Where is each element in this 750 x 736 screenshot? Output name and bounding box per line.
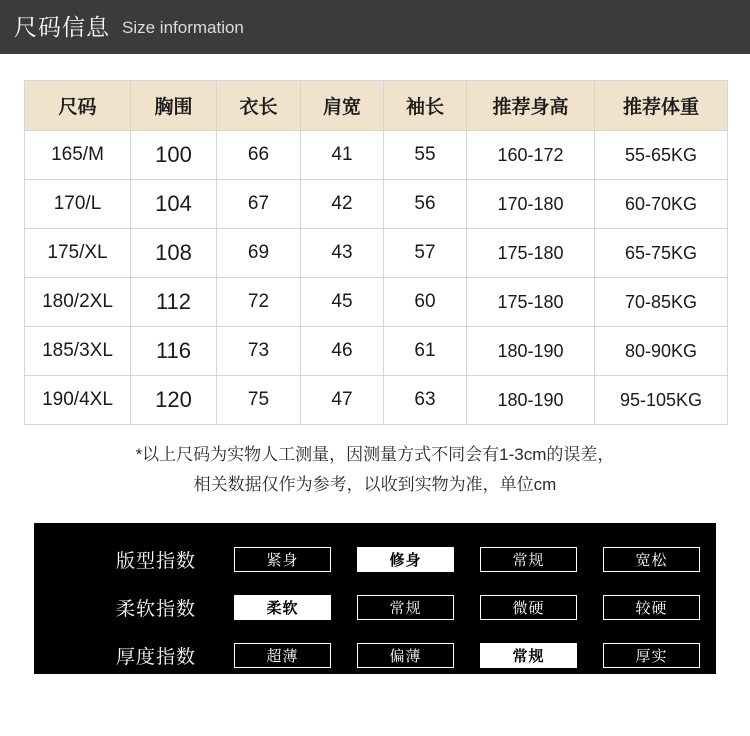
cell-height: 175-180 [467, 229, 595, 278]
column-header-length: 衣长 [217, 81, 301, 131]
size-table [24, 80, 728, 425]
cell-weight: 60-70KG [595, 180, 728, 229]
index-label-fit: 版型指数 [116, 550, 197, 572]
column-header-height: 推荐身高 [467, 81, 595, 131]
cell-bust: 112 [131, 278, 217, 327]
table-row [25, 278, 728, 327]
cell-size: 175/XL [25, 229, 131, 278]
cell-sleeve: 57 [384, 229, 467, 278]
cell-size: 190/4XL [25, 376, 131, 425]
softness-option-soft[interactable]: 柔软 [234, 595, 331, 620]
cell-bust: 116 [131, 327, 217, 376]
column-header-bust: 胸围 [131, 81, 217, 131]
column-header-size: 尺码 [25, 81, 131, 131]
cell-height: 170-180 [467, 180, 595, 229]
cell-weight: 65-75KG [595, 229, 728, 278]
thickness-option-regular[interactable]: 常规 [480, 643, 577, 668]
note-line-2: 相关数据仅作为参考，以收到实物为准，单位cm [193, 475, 557, 494]
cell-length: 72 [217, 278, 301, 327]
cell-sleeve: 61 [384, 327, 467, 376]
fit-option-slim-tight[interactable]: 紧身 [234, 547, 331, 572]
cell-shoulder: 46 [301, 327, 384, 376]
index-row-thickness [34, 636, 716, 674]
cell-size: 170/L [25, 180, 131, 229]
thickness-option-thick[interactable]: 厚实 [603, 643, 700, 668]
softness-option-stiff[interactable]: 较硬 [603, 595, 700, 620]
cell-bust: 100 [131, 131, 217, 180]
cell-weight: 55-65KG [595, 131, 728, 180]
index-options-thickness [234, 643, 700, 668]
fit-option-slim[interactable]: 修身 [357, 547, 454, 572]
cell-sleeve: 56 [384, 180, 467, 229]
softness-option-slightly-stiff[interactable]: 微硬 [480, 595, 577, 620]
cell-bust: 104 [131, 180, 217, 229]
cell-height: 160-172 [467, 131, 595, 180]
table-row [25, 376, 728, 425]
softness-option-regular[interactable]: 常规 [357, 595, 454, 620]
cell-sleeve: 63 [384, 376, 467, 425]
table-row [25, 180, 728, 229]
index-label-thickness: 厚度指数 [116, 646, 197, 668]
index-row-fit [34, 540, 716, 578]
column-header-sleeve: 袖长 [384, 81, 467, 131]
cell-shoulder: 45 [301, 278, 384, 327]
cell-shoulder: 47 [301, 376, 384, 425]
cell-shoulder: 41 [301, 131, 384, 180]
cell-shoulder: 42 [301, 180, 384, 229]
cell-height: 180-190 [467, 327, 595, 376]
table-row [25, 131, 728, 180]
cell-size: 180/2XL [25, 278, 131, 327]
cell-length: 66 [217, 131, 301, 180]
thickness-option-thin[interactable]: 偏薄 [357, 643, 454, 668]
size-table-wrapper [24, 80, 727, 425]
column-header-shoulder: 肩宽 [301, 81, 384, 131]
page-subtitle: Size information [122, 17, 244, 37]
fit-option-loose[interactable]: 宽松 [603, 547, 700, 572]
cell-bust: 120 [131, 376, 217, 425]
thickness-option-ultra-thin[interactable]: 超薄 [234, 643, 331, 668]
cell-sleeve: 60 [384, 278, 467, 327]
column-header-weight: 推荐体重 [595, 81, 728, 131]
cell-length: 73 [217, 327, 301, 376]
index-label-softness: 柔软指数 [116, 598, 197, 620]
index-panel [34, 523, 716, 674]
cell-bust: 108 [131, 229, 217, 278]
measurement-note [0, 440, 750, 500]
cell-weight: 95-105KG [595, 376, 728, 425]
cell-weight: 70-85KG [595, 278, 728, 327]
cell-height: 175-180 [467, 278, 595, 327]
table-header-row [25, 81, 728, 131]
note-line-1: *以上尺码为实物人工测量，因测量方式不同会有1-3cm的误差， [135, 445, 615, 464]
cell-length: 69 [217, 229, 301, 278]
index-options-fit [234, 547, 700, 572]
cell-weight: 80-90KG [595, 327, 728, 376]
page-title: 尺码信息 [14, 13, 110, 40]
table-row [25, 327, 728, 376]
index-options-softness [234, 595, 700, 620]
cell-length: 75 [217, 376, 301, 425]
cell-length: 67 [217, 180, 301, 229]
cell-shoulder: 43 [301, 229, 384, 278]
fit-option-regular[interactable]: 常规 [480, 547, 577, 572]
cell-size: 185/3XL [25, 327, 131, 376]
cell-height: 180-190 [467, 376, 595, 425]
index-row-softness [34, 588, 716, 626]
header-bar [0, 0, 750, 54]
cell-size: 165/M [25, 131, 131, 180]
table-row [25, 229, 728, 278]
cell-sleeve: 55 [384, 131, 467, 180]
